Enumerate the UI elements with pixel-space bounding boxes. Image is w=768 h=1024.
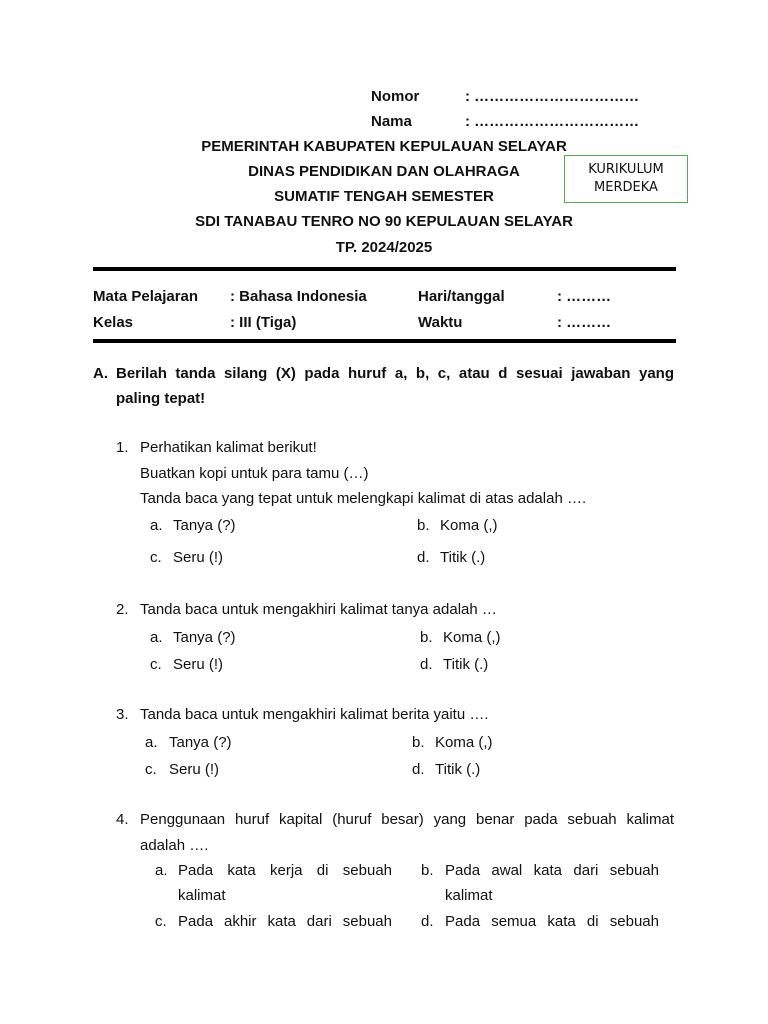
section-instruction-line2: paling tepat!: [116, 390, 206, 407]
badge-line2: MERDEKA: [594, 180, 658, 195]
option-letter[interactable]: b.: [417, 517, 430, 534]
question-number: 2.: [116, 601, 129, 618]
class-value: : III (Tiga): [230, 314, 297, 331]
question-number: 4.: [116, 811, 129, 828]
day-label: Hari/tanggal: [418, 288, 505, 305]
option-letter[interactable]: c.: [150, 656, 162, 673]
option-letter[interactable]: a.: [150, 629, 163, 646]
question-number: 3.: [116, 706, 129, 723]
option-text[interactable]: Seru (!): [173, 549, 224, 566]
option-text[interactable]: Koma (,): [440, 517, 498, 534]
question-text: Buatkan kopi untuk para tamu (…): [140, 465, 369, 482]
option-text[interactable]: kalimat: [445, 887, 493, 904]
option-letter[interactable]: a.: [150, 517, 163, 534]
option-text[interactable]: Pada awal kata dari sebuah: [445, 862, 659, 879]
option-letter[interactable]: b.: [412, 734, 425, 751]
question-text: Perhatikan kalimat berikut!: [140, 439, 317, 456]
option-text[interactable]: Tanya (?): [169, 734, 232, 751]
header-school: SDI TANABAU TENRO NO 90 KEPULAUAN SELAYAR: [195, 213, 573, 230]
question-number: 1.: [116, 439, 129, 456]
option-letter[interactable]: a.: [145, 734, 158, 751]
option-letter[interactable]: d.: [420, 656, 433, 673]
option-text[interactable]: Pada semua kata di sebuah: [445, 913, 659, 930]
subject-value: : Bahasa Indonesia: [230, 288, 367, 305]
header-department: DINAS PENDIDIKAN DAN OLAHRAGA: [248, 163, 520, 180]
option-text[interactable]: Titik (.): [440, 549, 486, 566]
class-label: Kelas: [93, 314, 134, 331]
question-text: adalah ….: [140, 837, 209, 854]
option-letter[interactable]: d.: [412, 761, 425, 778]
option-text[interactable]: Pada kata kerja di sebuah: [178, 862, 392, 879]
day-value[interactable]: : ………: [557, 288, 612, 305]
header-exam-title: SUMATIF TENGAH SEMESTER: [274, 188, 494, 205]
option-text[interactable]: kalimat: [178, 887, 226, 904]
badge-line1: KURIKULUM: [588, 162, 664, 177]
option-text[interactable]: Koma (,): [435, 734, 493, 751]
option-letter[interactable]: b.: [420, 629, 433, 646]
subject-label: Mata Pelajaran: [93, 288, 199, 305]
option-text[interactable]: Koma (,): [443, 629, 501, 646]
option-letter[interactable]: c.: [150, 549, 162, 566]
option-letter[interactable]: a.: [155, 862, 168, 879]
header-government: PEMERINTAH KABUPATEN KEPULAUAN SELAYAR: [201, 138, 567, 155]
question-text: Tanda baca yang tepat untuk melengkapi kalimat di atas adalah ….: [140, 490, 587, 507]
option-letter[interactable]: c.: [155, 913, 167, 930]
option-text[interactable]: Titik (.): [443, 656, 489, 673]
curriculum-badge: [564, 155, 688, 203]
question-text: Tanda baca untuk mengakhiri kalimat tanya adalah …: [140, 601, 497, 618]
question-text: Tanda baca untuk mengakhiri kalimat berita yaitu ….: [140, 706, 489, 723]
option-letter[interactable]: d.: [421, 913, 434, 930]
option-text[interactable]: Tanya (?): [173, 517, 236, 534]
section-marker: A.: [93, 365, 108, 382]
option-text[interactable]: Seru (!): [169, 761, 220, 778]
option-letter[interactable]: c.: [145, 761, 157, 778]
option-letter[interactable]: b.: [421, 862, 434, 879]
time-label: Waktu: [418, 314, 463, 331]
nama-value[interactable]: : ……………………………: [465, 113, 640, 130]
nomor-value[interactable]: : ……………………………: [465, 88, 640, 105]
question-text: Penggunaan huruf kapital (huruf besar) yang benar pada sebuah kalimat: [140, 811, 674, 828]
option-text[interactable]: Titik (.): [435, 761, 481, 778]
option-text[interactable]: Seru (!): [173, 656, 224, 673]
option-text[interactable]: Pada akhir kata dari sebuah: [178, 913, 392, 930]
header-school-year: TP. 2024/2025: [335, 239, 433, 256]
section-instruction-line1: Berilah tanda silang (X) pada huruf a, b, c, atau d sesuai jawaban yang: [116, 365, 674, 382]
nomor-label: Nomor: [371, 88, 420, 105]
nama-label: Nama: [371, 113, 412, 130]
header-divider-bottom: [93, 339, 676, 343]
option-letter[interactable]: d.: [417, 549, 430, 566]
time-value[interactable]: : ………: [557, 314, 612, 331]
option-text[interactable]: Tanya (?): [173, 629, 236, 646]
header-divider-top: [93, 267, 676, 271]
